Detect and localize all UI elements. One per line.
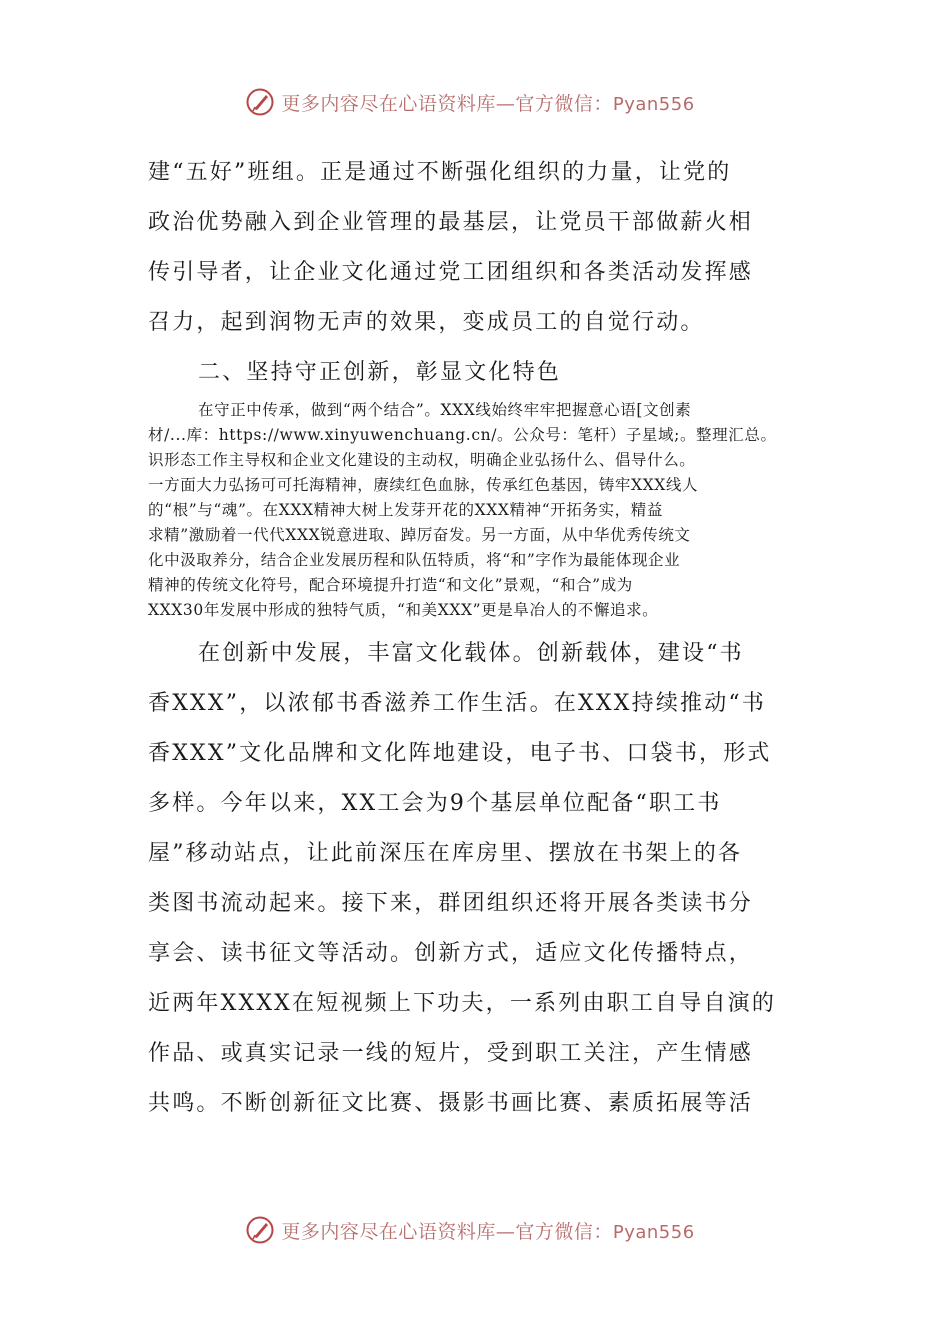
text-line: 化中汲取养分，结合企业发展历程和队伍特质，将“和”字作为最能体现企业 (148, 551, 681, 569)
banner-text (281, 1217, 694, 1244)
text-line: 识形态工作主导权和企业文化建设的主动权，明确企业弘扬什么、倡导什么。 (148, 451, 696, 469)
text-line: 的“根”与“魂”。在XXX精神大树上发芽开花的XXX精神“开拓务实，精益 (148, 501, 663, 519)
text-line: 类图书流动起来。接下来，群团组织还将开展各类读书分 (148, 891, 754, 916)
text-line: 共鸣。不断创新征文比赛、摄影书画比赛、素质拓展等活 (148, 1091, 754, 1116)
banner-wechat-id: Pyan556 (612, 1221, 695, 1243)
text-line: 传引导者，让企业文化通过党工团组织和各类活动发挥感 (148, 260, 754, 285)
text-line: 在守正中传承，做到“两个结合”。XXX线始终牢牢把握意心语[文创素 (198, 401, 692, 419)
text-line: 召力，起到润物无声的效果，变成员工的自觉行动。 (148, 310, 705, 335)
text-line: 在创新中发展，丰富文化载体。创新载体，建设“书 (198, 641, 744, 666)
paragraph-3 (148, 629, 828, 1129)
footer-banner (0, 1210, 950, 1250)
text-line: 建“五好”班组。正是通过不断强化组织的力量，让党的 (148, 160, 732, 185)
quill-logo-icon (245, 87, 275, 117)
text-line: 香XXX”，以浓郁书香滋养工作生活。在XXX持续推动“书 (148, 691, 767, 716)
text-line: 作品、或真实记录一线的短片，受到职工关注，产生情感 (148, 1041, 754, 1066)
text-line: 近两年XXXX在短视频上下功夫，一系列由职工自导自演的 (148, 991, 777, 1016)
text-line: 多样。今年以来，XX工会为9个基层单位配备“职工书 (148, 791, 722, 816)
banner-main-text: 更多内容尽在心语资料库—官方微信： (281, 92, 613, 115)
text-line: 香XXX”文化品牌和文化阵地建设，电子书、口袋书，形式 (148, 741, 772, 766)
quill-logo-icon (245, 1215, 275, 1245)
banner-text (281, 89, 694, 116)
text-line: 政治优势融入到企业管理的最基层，让党员干部做薪火相 (148, 210, 754, 235)
text-line: 材/...库：https://www.xinyuwenchuang.cn/。公众号：笔杆）子星域;。整理汇总。 (148, 426, 777, 444)
banner-wechat-id: Pyan556 (612, 93, 695, 115)
paragraph-1 (148, 148, 828, 348)
text-line: 一方面大力弘扬可可托海精神，赓续红色血脉，传承红色基因，铸牢XXX线人 (148, 476, 699, 494)
text-line: 求精”激励着一代代XXX锐意进取、踔厉奋发。另一方面，从中华优秀传统文 (148, 526, 691, 544)
header-banner (0, 82, 950, 122)
section-heading: 二、坚持守正创新，彰显文化特色 (198, 360, 562, 385)
banner-main-text: 更多内容尽在心语资料库—官方微信： (281, 1220, 613, 1243)
text-line: 屋”移动站点，让此前深压在库房里、摆放在书架上的各 (148, 841, 743, 866)
document-body (148, 148, 828, 1129)
paragraph-2 (148, 398, 828, 623)
text-line: XXX30年发展中形成的独特气质，“和美XXX”更是阜冶人的不懈追求。 (148, 601, 659, 619)
text-line: 精神的传统文化符号，配合环境提升打造“和文化”景观，“和合”成为 (148, 576, 633, 594)
text-line: 享会、读书征文等活动。创新方式，适应文化传播特点， (148, 941, 754, 966)
